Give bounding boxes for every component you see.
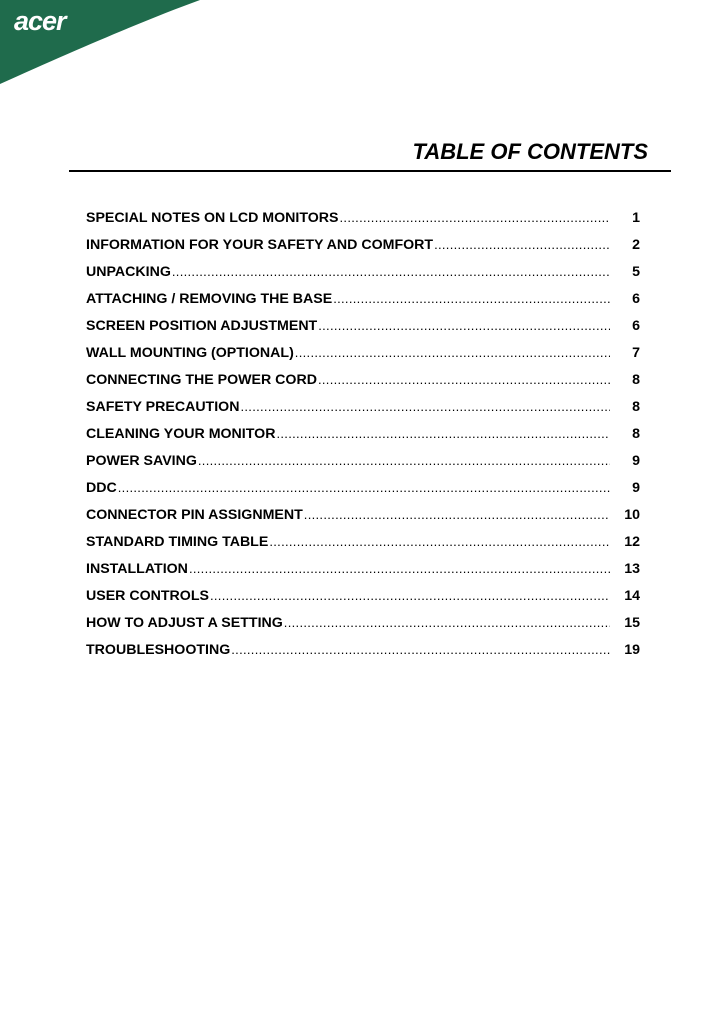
toc-entry-page: 8	[632, 399, 640, 415]
toc-entry-label: SCREEN POSITION ADJUSTMENT	[86, 318, 318, 334]
toc-entry-label: SPECIAL NOTES ON LCD MONITORS	[86, 210, 339, 226]
toc-entry[interactable]	[86, 261, 640, 288]
toc-dot-leader	[269, 531, 610, 553]
toc-entry-label: WALL MOUNTING (OPTIONAL)	[86, 345, 294, 361]
toc-dot-leader	[231, 639, 610, 661]
acer-logo: acer	[14, 6, 66, 36]
brand-band	[0, 0, 200, 84]
toc-entry-page: 9	[632, 480, 640, 496]
toc-entry-page: 9	[632, 453, 640, 469]
toc-entry[interactable]	[86, 342, 640, 369]
toc-dot-leader	[333, 288, 610, 310]
toc-entry-page: 12	[624, 534, 640, 550]
toc-dot-leader	[276, 423, 610, 445]
toc-entry-label: INFORMATION FOR YOUR SAFETY AND COMFORT	[86, 237, 434, 253]
table-of-contents	[86, 207, 640, 666]
toc-entry-label: CONNECTING THE POWER CORD	[86, 372, 317, 388]
toc-entry-page: 6	[632, 291, 640, 307]
toc-dot-leader	[318, 315, 610, 337]
toc-dot-leader	[198, 450, 610, 472]
toc-entry-label: CLEANING YOUR MONITOR	[86, 426, 276, 442]
toc-dot-leader	[118, 477, 610, 499]
toc-dot-leader	[434, 234, 610, 256]
toc-entry-label: POWER SAVING	[86, 453, 197, 469]
toc-entry-label: DDC	[86, 480, 117, 496]
toc-entry-page: 6	[632, 318, 640, 334]
toc-dot-leader	[189, 558, 610, 580]
toc-entry-label: INSTALLATION	[86, 561, 188, 577]
toc-entry-page: 7	[632, 345, 640, 361]
toc-entry-label: SAFETY PRECAUTION	[86, 399, 240, 415]
toc-dot-leader	[240, 396, 610, 418]
toc-entry[interactable]	[86, 531, 640, 558]
title-divider	[69, 170, 671, 172]
toc-dot-leader	[210, 585, 610, 607]
toc-entry[interactable]	[86, 558, 640, 585]
toc-entry[interactable]	[86, 396, 640, 423]
toc-entry[interactable]	[86, 477, 640, 504]
toc-entry[interactable]	[86, 639, 640, 666]
toc-dot-leader	[340, 207, 610, 229]
toc-entry-page: 10	[624, 507, 640, 523]
toc-entry[interactable]	[86, 450, 640, 477]
toc-entry-page: 15	[624, 615, 640, 631]
toc-entry[interactable]	[86, 207, 640, 234]
page-title: TABLE OF CONTENTS	[412, 139, 648, 164]
toc-dot-leader	[172, 261, 610, 283]
toc-entry[interactable]	[86, 369, 640, 396]
toc-entry-page: 13	[624, 561, 640, 577]
toc-entry-page: 19	[624, 642, 640, 658]
toc-entry[interactable]	[86, 315, 640, 342]
toc-entry-label: HOW TO ADJUST A SETTING	[86, 615, 283, 631]
toc-entry[interactable]	[86, 234, 640, 261]
toc-entry[interactable]	[86, 288, 640, 315]
toc-dot-leader	[318, 369, 610, 391]
toc-entry-page: 8	[632, 426, 640, 442]
toc-entry-label: STANDARD TIMING TABLE	[86, 534, 269, 550]
toc-entry-page: 1	[632, 210, 640, 226]
toc-dot-leader	[295, 342, 610, 364]
toc-entry-label: ATTACHING / REMOVING THE BASE	[86, 291, 333, 307]
toc-entry-label: CONNECTOR PIN ASSIGNMENT	[86, 507, 303, 523]
toc-entry-page: 8	[632, 372, 640, 388]
toc-entry[interactable]	[86, 612, 640, 639]
toc-entry-label: TROUBLESHOOTING	[86, 642, 231, 658]
toc-entry-page: 14	[624, 588, 640, 604]
toc-entry-label: UNPACKING	[86, 264, 171, 280]
toc-dot-leader	[284, 612, 610, 634]
toc-entry-label: USER CONTROLS	[86, 588, 209, 604]
toc-entry[interactable]	[86, 585, 640, 612]
toc-entry[interactable]	[86, 423, 640, 450]
toc-dot-leader	[304, 504, 610, 526]
toc-entry[interactable]	[86, 504, 640, 531]
toc-entry-page: 5	[632, 264, 640, 280]
toc-entry-page: 2	[632, 237, 640, 253]
